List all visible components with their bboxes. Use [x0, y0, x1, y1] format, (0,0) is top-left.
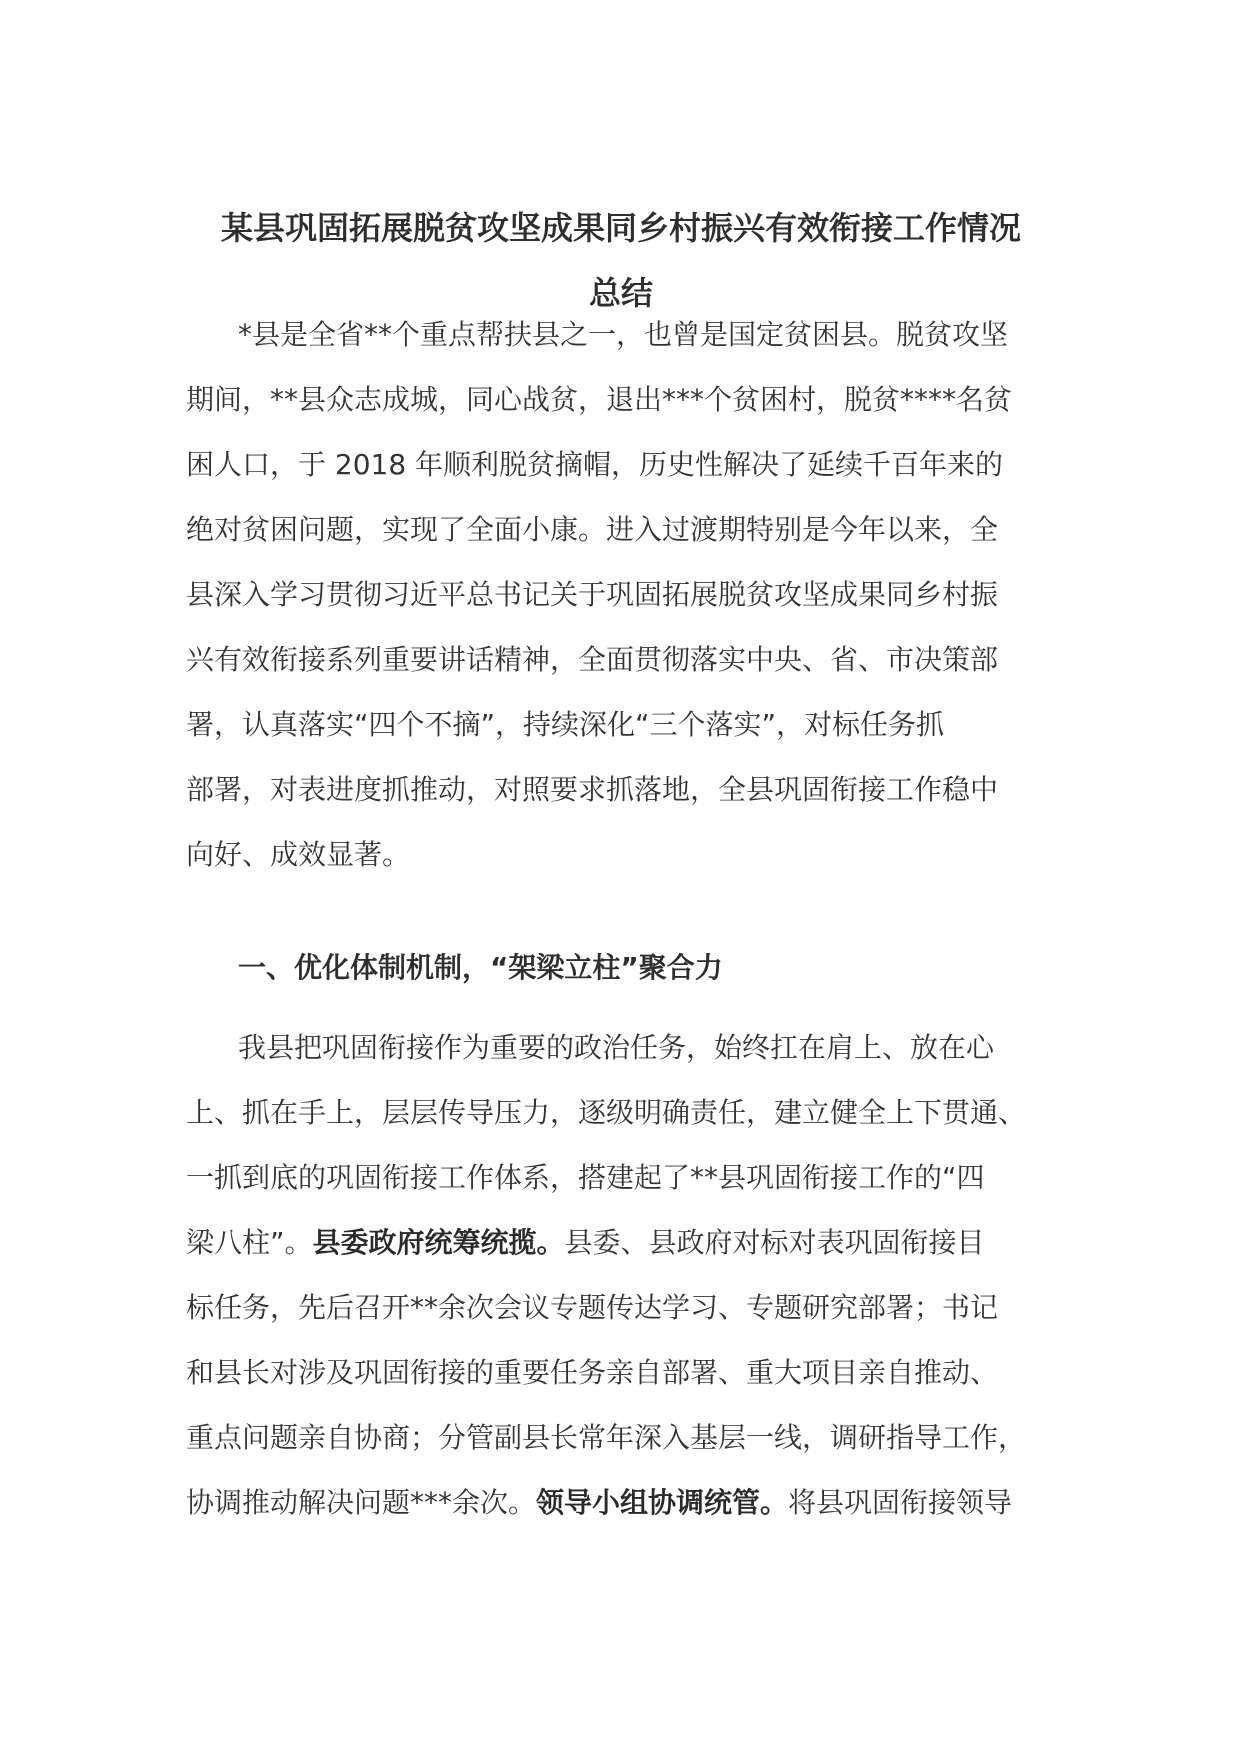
section1-line: 重点问题亲自协商；分管副县长常年深入基层一线，调研指导工作，: [186, 1421, 1027, 1454]
intro-line: 署，认真落实“四个不摘”，持续深化“三个落实”，对标任务抓: [186, 708, 945, 741]
title-line-2: 总结: [588, 274, 653, 312]
intro-line: 兴有效衔接系列重要讲话精神，全面贯彻落实中央、省、市决策部: [186, 643, 999, 676]
section1-paragraph: [186, 1015, 1056, 1535]
title-line-1: 某县巩固拓展脱贫攻坚成果同乡村振兴有效衔接工作情况: [220, 209, 1021, 247]
intro-line: 绝对贫困问题，实现了全面小康。进入过渡期特别是今年以来，全: [186, 513, 999, 546]
intro-line: 困人口，于 2018 年顺利脱贫摘帽，历史性解决了延续千百年来的: [186, 448, 1004, 481]
section1-line: [186, 1210, 1056, 1275]
intro-line: 部署，对表进度抓推动，对照要求抓落地，全县巩固衔接工作稳中: [186, 773, 999, 806]
section1-line: 标任务，先后召开**余次会议专题传达学习、专题研究部署；书记: [186, 1291, 999, 1324]
section1-line: 一抓到底的巩固衔接工作体系，搭建起了**县巩固衔接工作的“四: [186, 1161, 985, 1194]
intro-paragraph: [186, 302, 1056, 887]
section1-text: 梁八柱”。: [186, 1226, 313, 1259]
section1-text: 协调推动解决问题***余次。: [186, 1486, 537, 1519]
intro-line: *县是全省**个重点帮扶县之一，也曾是国定贫困县。脱贫攻坚: [238, 318, 1009, 351]
section1-line: [186, 1470, 1056, 1535]
intro-line: 期间，**县众志成城，同心战贫，退出***个贫困村，脱贫****名贫: [186, 383, 1013, 416]
intro-line: 向好、成效显著。: [186, 838, 411, 871]
section1-line: 和县长对涉及巩固衔接的重要任务亲自部署、重大项目亲自推动、: [186, 1356, 999, 1389]
bold-keyphrase: 领导小组协调统管。: [536, 1486, 789, 1519]
section1-line: 上、抓在手上，层层传导压力，逐级明确责任，建立健全上下贯通、: [186, 1096, 1027, 1129]
section1-line: 我县把巩固衔接作为重要的政治任务，始终扛在肩上、放在心: [238, 1031, 995, 1064]
section-heading: 一、优化体制机制，“架梁立柱”聚合力: [238, 951, 723, 984]
intro-line: 县深入学习贯彻习近平总书记关于巩固拓展脱贫攻坚成果同乡村振: [186, 578, 999, 611]
section1-text: 县委、县政府对标对表巩固衔接目: [564, 1226, 985, 1259]
section1-text: 将县巩固衔接领导: [788, 1486, 1013, 1519]
bold-keyphrase: 县委政府统筹统揽。: [312, 1226, 565, 1259]
